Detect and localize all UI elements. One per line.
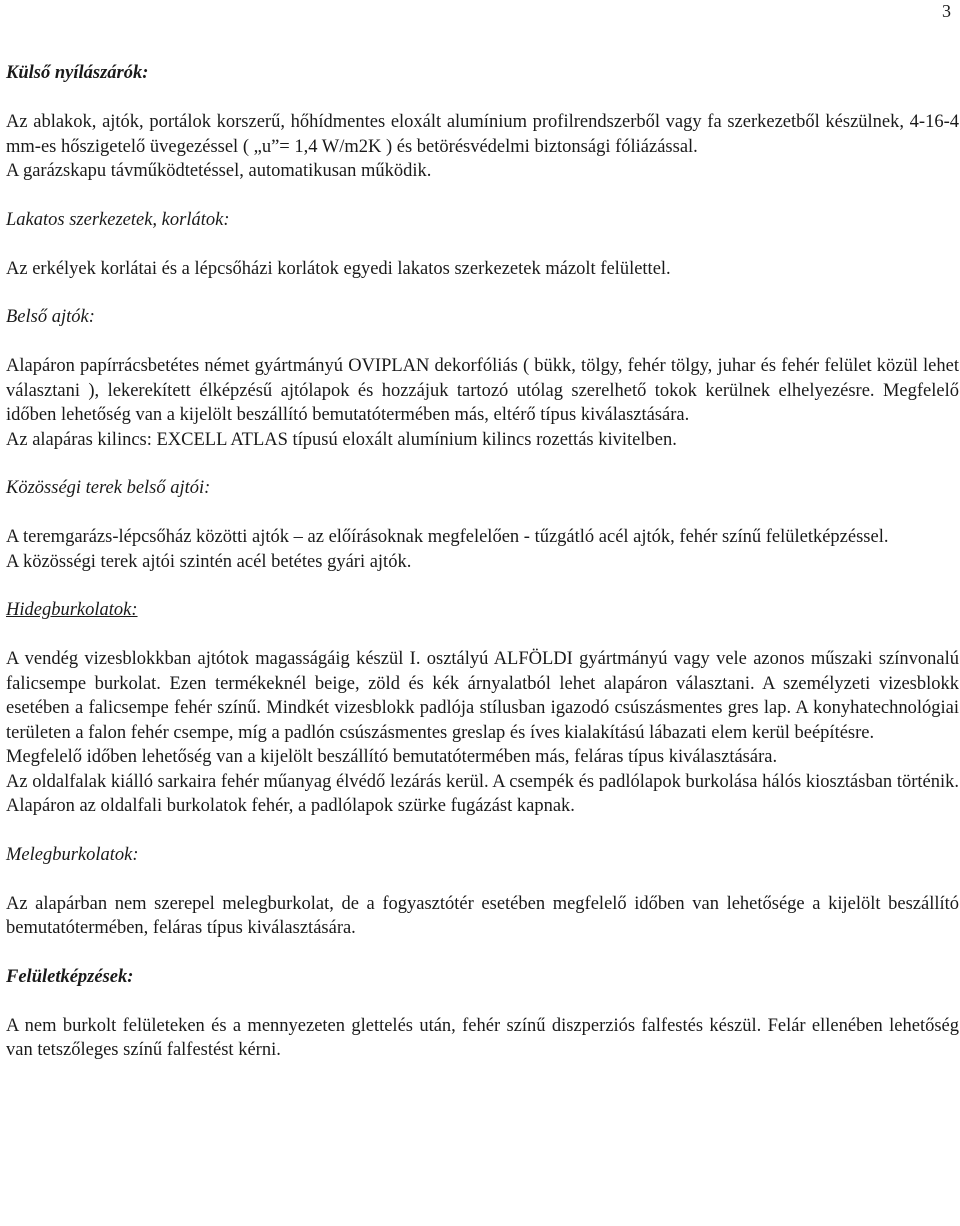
paragraph: Megfelelő időben lehetőség van a kijelölt beszállító bemutatótermében más, feláras típus kiválasztására. [6,747,778,767]
page-number: 3 [942,1,951,21]
paragraph: Az erkélyek korlátai és a lépcsőházi korlátok egyedi lakatos szerkezetek mázolt felülettel. [6,258,671,279]
paragraph: Az ablakok, ajtók, portálok korszerű, hőhídmentes eloxált alumínium profilrendszerből vagy fa szerkezetből készülnek, 4-16-4 mm-es hőszigetelő üvegezéssel ( „u”= 1,4 W/m2K ) és betörésvédelmi biztonsági fóliázással. [6,112,959,157]
section-heading-belso-ajtok: Belső ajtók: [6,307,95,327]
paragraph: A teremgarázs-lépcsőház közötti ajtók – az előírásoknak megfelelően - tűzgátló acél ajtók, fehér színű felületképzéssel. [6,527,889,547]
paragraph: Az alapárban nem szerepel melegburkolat, de a fogyasztótér esetében megfelelő időben van lehetősége a kijelölt beszállító bemutatótermében, feláras típus kiválasztására. [6,893,959,938]
section-heading-lakatos-szerkezetek: Lakatos szerkezetek, korlátok: [6,209,230,230]
paragraph: A nem burkolt felületeken és a mennyezeten glettelés után, fehér színű diszperziós falfestés készül. Felár ellenében lehetőség van tetszőleges színű falfestést kérni. [6,1015,959,1060]
paragraph: A közösségi terek ajtói szintén acél betétes gyári ajtók. [6,551,412,572]
section-heading-kozossegi-terek: Közösségi terek belső ajtói: [6,478,211,498]
section-heading-kulso-nyilaszarok: Külső nyílászárók: [6,63,149,83]
paragraph: A vendég vizesblokkban ajtótok magasságáig készül I. osztályú ALFÖLDI gyártmányú vagy vele azonos műszaki színvonalú falicsempe burkolat. Ezen termékeknél beige, zöld és kék árnyalatból lehet alapáron választani. A személyzeti vizesblokk esetében a falicsempe fehér színű. Mindkét vizesblokk padlója stílusban igazodó csúszásmentes gres lap. A konyhatechnológiai területen a falon fehér csempe, míg a padlón csúszásmentes greslap és íves kialakítású lábazati elem kerül beépítésre. [6,649,959,743]
paragraph: Alapáron papírrácsbetétes német gyártmányú OVIPLAN dekorfóliás ( bükk, tölgy, fehér tölgy, juhar és fehér felület közül lehet választani ), lekerekített élképzésű ajtólapok és hozzájuk tartozó utólag szerelhető tokok kerülnek elhelyezésre. Megfelelő időben lehetőség van a kijelölt beszállító bemutatótermében más, eltérő típus kiválasztására. [6,356,959,425]
section-heading-melegburkolatok: Melegburkolatok: [6,844,139,865]
paragraph: Az oldalfalak kiálló sarkaira fehér műanyag élvédő lezárás kerül. A csempék és padlólapok burkolása hálós kiosztásban történik. Alapáron az oldalfali burkolatok fehér, a padlólapok szürke fugázást kapnak. [6,771,959,816]
section-heading-hidegburkolatok: Hidegburkolatok: [6,600,138,620]
paragraph: Az alapáras kilincs: EXCELL ATLAS típusú eloxált alumínium kilincs rozettás kivitelben. [6,429,677,450]
paragraph: A garázskapu távműködtetéssel, automatikusan működik. [6,161,432,181]
section-heading-feluletkepzesek: Felületképzések: [6,966,134,987]
document-body [6,60,959,1063]
